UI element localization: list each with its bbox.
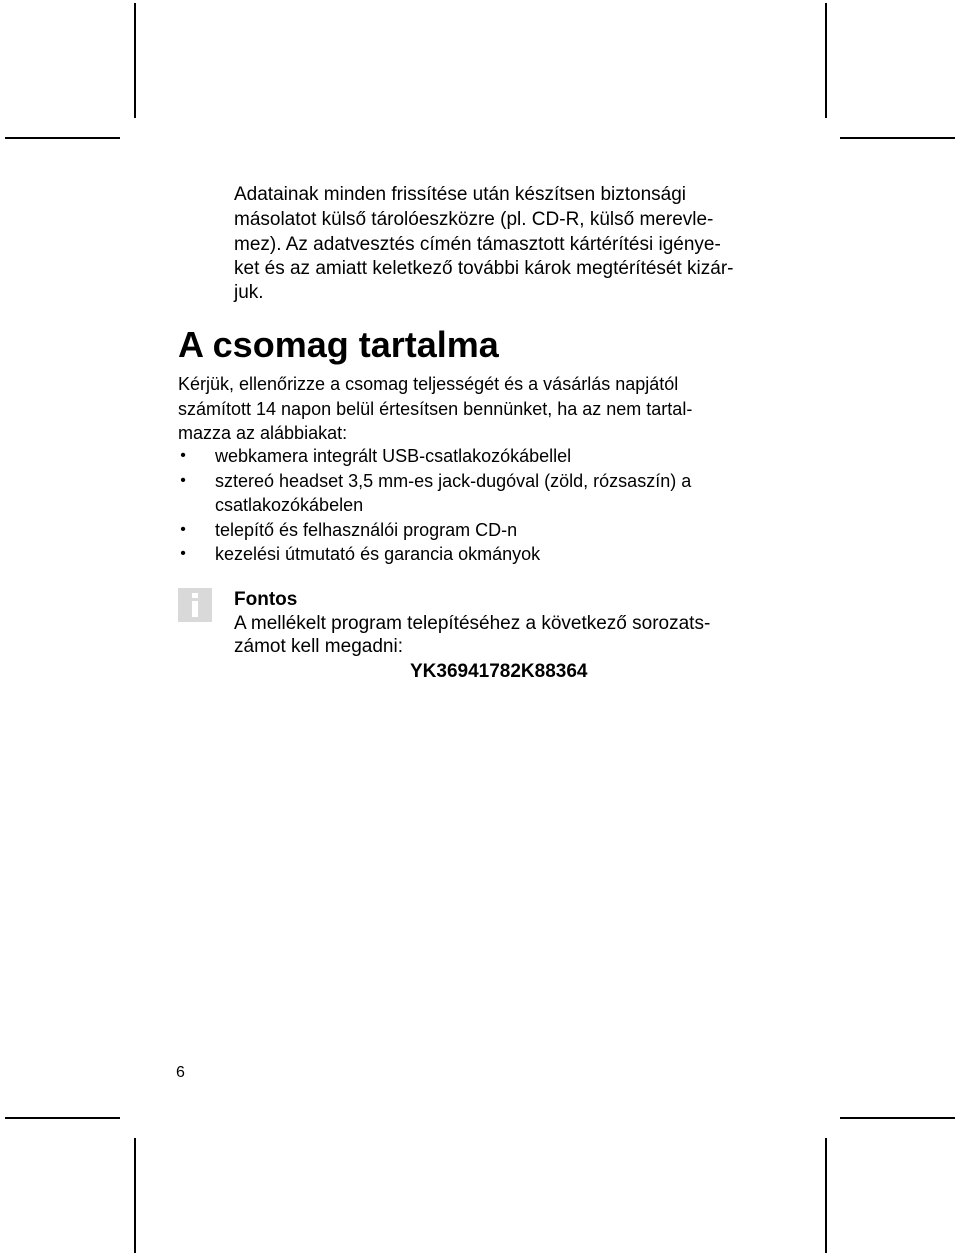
crop-mark-top-left-vertical	[134, 3, 136, 118]
serial-number: YK36941782K88364	[410, 661, 588, 682]
bullet-icon: •	[180, 447, 186, 464]
bullet-icon: •	[180, 471, 186, 489]
crop-mark-bottom-left-horizontal	[5, 1117, 120, 1119]
paragraph-line: Kérjük, ellenőrizze a csomag teljességét és a vásárlás napjától	[178, 374, 679, 394]
intro-line-5: juk.	[234, 282, 264, 303]
list-item	[178, 469, 691, 518]
paragraph-line: mazza az alábbiakat:	[178, 423, 348, 443]
intro-line-4: ket és az amiatt keletkező további károk megtérítését kizár-	[234, 258, 734, 279]
crop-mark-bottom-left-vertical	[134, 1138, 136, 1253]
list-item-text: webkamera integrált USB-csatlakozókábellel	[215, 446, 572, 466]
list-item-text: sztereó headset 3,5 mm-es jack-dugóval (zöld, rózsaszín) a	[215, 470, 692, 491]
crop-mark-bottom-right-vertical	[825, 1138, 827, 1253]
note-line: zámot kell megadni:	[234, 636, 403, 657]
section-heading: A csomag tartalma	[178, 324, 499, 365]
important-note	[234, 588, 710, 659]
list-item-text: telepítő és felhasználói program CD-n	[215, 519, 518, 540]
intro-line-1: Adatainak minden frissítése után készítsen biztonsági	[234, 184, 687, 205]
contents-list	[178, 444, 691, 567]
list-item-text: csatlakozókábelen	[215, 495, 364, 515]
bullet-icon: •	[180, 520, 186, 538]
crop-mark-top-left-horizontal	[5, 137, 120, 139]
intro-line-2: másolatot külső tárolóeszközre (pl. CD-R, külső merevle-	[234, 209, 714, 230]
list-item	[178, 444, 691, 469]
crop-mark-top-right-vertical	[825, 3, 827, 118]
note-title: Fontos	[234, 589, 298, 610]
section-paragraph	[178, 372, 692, 446]
list-item-text: kezelési útmutató és garancia okmányok	[215, 544, 541, 564]
note-line: A mellékelt program telepítéséhez a következő sorozats-	[234, 612, 711, 634]
page-number: 6	[176, 1064, 185, 1081]
info-icon	[178, 588, 212, 622]
list-item	[178, 518, 691, 543]
intro-line-3: mez). Az adatvesztés címén támasztott kártérítési igénye-	[234, 234, 721, 255]
crop-mark-top-right-horizontal	[840, 137, 955, 139]
bullet-icon: •	[180, 545, 186, 562]
crop-mark-bottom-right-horizontal	[840, 1117, 955, 1119]
list-item	[178, 542, 691, 567]
paragraph-line: számított 14 napon belül értesítsen bennünket, ha az nem tartal-	[178, 398, 693, 419]
